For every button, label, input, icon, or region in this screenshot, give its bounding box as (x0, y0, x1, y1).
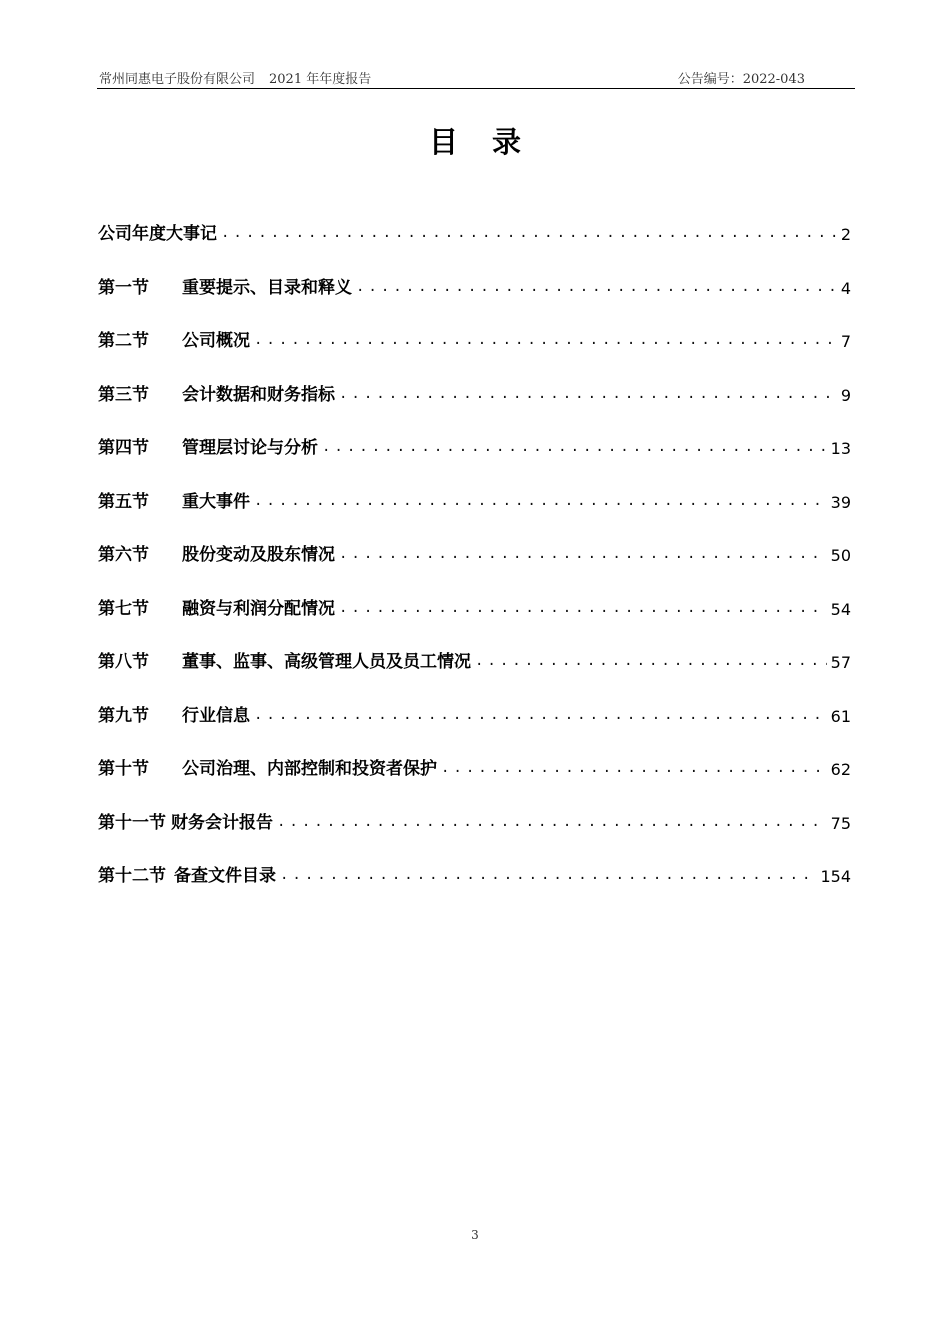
toc-entry-title: 股份变动及股东情况 (182, 545, 335, 565)
toc-entry-title: 公司治理、内部控制和投资者保护 (182, 759, 437, 779)
toc-section-label: 第三节 (98, 384, 149, 405)
toc-entry-section-10[interactable] (98, 755, 851, 779)
toc-entry-section-7[interactable] (98, 595, 851, 619)
toc-section-label: 第十一节 (98, 812, 166, 833)
toc-entry-section-4[interactable] (98, 434, 851, 458)
toc-entry-title: 管理层讨论与分析 (182, 438, 318, 458)
toc-leader-dots (277, 814, 827, 830)
toc-entry-section-8[interactable] (98, 648, 851, 672)
toc-entry-page: 4 (840, 278, 851, 298)
toc-entry-title: 公司概况 (182, 331, 250, 351)
toc-leader-dots (339, 546, 827, 562)
toc-entry-title: 会计数据和财务指标 (182, 384, 335, 405)
toc-entry-section-1[interactable] (98, 274, 851, 298)
toc-entry-section-9[interactable] (98, 702, 851, 726)
toc-entry-page: 39 (830, 492, 851, 512)
toc-entry-title: 重要提示、目录和释义 (182, 277, 352, 298)
toc-entry-title: 行业信息 (182, 705, 250, 726)
toc-entry-title: 重大事件 (182, 491, 250, 512)
toc-entry-section-6[interactable] (98, 541, 851, 565)
toc-leader-dots (254, 493, 827, 509)
toc-entry-title: 财务会计报告 (171, 812, 273, 833)
toc-leader-dots (254, 332, 837, 348)
toc-leader-dots (221, 225, 837, 241)
toc-leader-dots (356, 279, 837, 295)
toc-leader-dots (441, 760, 827, 776)
toc-entry-page: 2 (840, 225, 851, 244)
toc-entry-title: 公司年度大事记 (98, 224, 217, 244)
toc-entry-page: 7 (840, 332, 851, 351)
toc-leader-dots (339, 386, 837, 402)
toc-entry-section-3[interactable] (98, 381, 851, 405)
toc-leader-dots (322, 439, 827, 455)
toc-entry-page: 54 (830, 599, 851, 619)
toc-section-label: 第二节 (98, 331, 149, 351)
toc-entry-section-12[interactable] (98, 862, 851, 886)
toc-section-label: 第五节 (98, 491, 149, 512)
toc-entry-title: 融资与利润分配情况 (182, 598, 335, 619)
toc-entry-page: 61 (830, 706, 851, 726)
toc-entry-title: 备查文件目录 (174, 866, 276, 886)
toc-entry-page: 154 (820, 867, 851, 886)
toc-entry-section-2[interactable] (98, 327, 851, 351)
toc-section-label: 第九节 (98, 705, 149, 726)
page-header (97, 66, 855, 89)
toc-entry-page: 57 (830, 653, 851, 672)
toc-leader-dots (475, 653, 827, 669)
toc-entry-events[interactable] (98, 220, 851, 244)
toc-section-label: 第八节 (98, 652, 149, 672)
toc-heading: 目录 (428, 125, 555, 159)
header-report-title: 2021 年年度报告 (269, 72, 372, 87)
toc-entry-page: 75 (830, 813, 851, 833)
header-company-name: 常州同惠电子股份有限公司 (99, 72, 256, 87)
toc-section-label: 第七节 (98, 598, 149, 619)
toc-entry-section-5[interactable] (98, 488, 851, 512)
toc-entry-title: 董事、监事、高级管理人员及员工情况 (182, 652, 471, 672)
toc-entry-page: 13 (830, 439, 851, 458)
toc-entry-page: 9 (840, 385, 851, 405)
toc-section-label: 第十二节 (98, 866, 166, 886)
toc-leader-dots (339, 600, 827, 616)
toc-leader-dots (254, 707, 827, 723)
header-announcement-number: 公告编号：2022-043 (677, 72, 805, 87)
toc-section-label: 第六节 (98, 545, 149, 565)
toc-entry-section-11[interactable] (98, 809, 851, 833)
toc-section-label: 第一节 (98, 277, 149, 298)
toc-section-label: 第十节 (98, 759, 149, 779)
page-number: 3 (471, 1228, 479, 1242)
toc-leader-dots (280, 867, 816, 883)
toc-entry-page: 62 (830, 760, 851, 779)
toc-entry-page: 50 (830, 546, 851, 565)
table-of-contents (98, 220, 851, 916)
toc-section-label: 第四节 (98, 438, 149, 458)
header-left (99, 68, 371, 87)
